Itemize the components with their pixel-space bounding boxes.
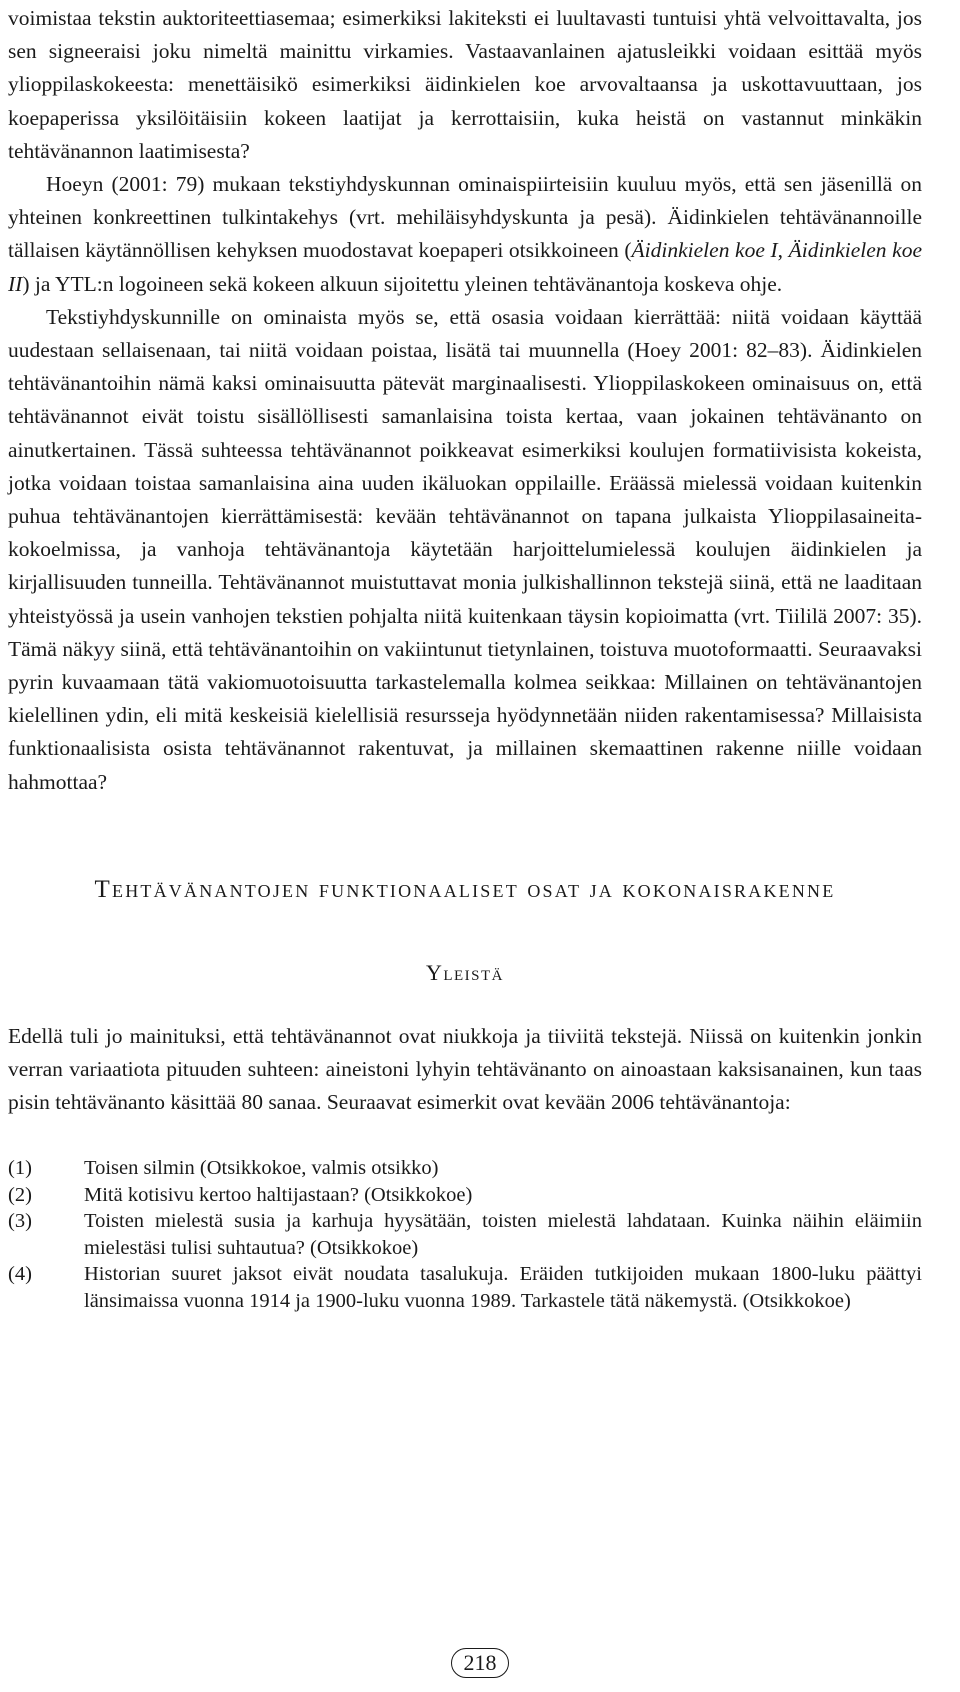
section-heading: Tehtävänantojen funktionaaliset osat ja kokonaisrakenne [94,875,836,903]
paragraph-2-text: Hoeyn (2001: 79) mukaan tekstiyhdyskunnan ominaispiirteisiin kuuluu myös, että sen jäsenillä on yhteinen konkreettinen tulkintakehys (vrt. mehiläisyhdyskunta ja pesä). Äidinkielen tehtävänannoille tällaisen käytännöllisen kehyksen muodostavat koepaperi otsikkoineen ( [8,172,922,263]
example-item [8,1155,922,1182]
subsection-heading: Yleistä [425,959,505,985]
example-number: (4) [8,1263,32,1286]
paragraph-2-tail: ) ja YTL:n logoineen sekä kokeen alkuun sijoitettu yleinen tehtävänantoja koskeva ohje. [22,271,783,296]
example-number: (2) [8,1183,32,1206]
page-footer [0,1648,960,1678]
paragraph-2 [8,168,922,301]
paragraph-3: Tekstiyhdyskunnille on ominaista myös se, että osasia voidaan kierrättää: niitä voidaan käyttää uudestaan sellaisenaan, tai niitä voidaan poistaa, lisätä tai muunnella (Hoey 2001: 82–83). Äidinkielen tehtävänantoihin nämä kaksi ominaisuutta pätevät marginaalisesti. Ylioppilaskokeen ominaisuus on, että tehtävänannot eivät toistu sisällöllisesti samanlaisina toista kertaa, vaan jokainen tehtävänanto on ainutkertainen. Tässä suhteessa tehtävänannot poikkeavat esimerkiksi koulujen formatiivisista kokeista, jotka voidaan toistaa samanlaisina aina uuden ikäluokan oppilaille. Eräässä mielessä voidaan kuitenkin puhua tehtävänantojen kierrättämisestä: kevään tehtävänannot on tapana julkaista Ylioppilasaineita-kokoelmissa, ja vanhoja tehtävänantoja käytetään harjoittelumielessä koulujen äidinkielen ja kirjallisuuden tunneilla. Tehtävänannot muistuttavat monia julkishallinnon tekstejä siinä, että ne laaditaan yhteistyössä ja usein vanhojen tekstien pohjalta niitä kuitenkaan täysin kopioimatta (vrt. Tiililä 2007: 35). Tämä näkyy siinä, että tehtävänantoihin on vakiintunut tietynlainen, toistuva muotoformaatti. Seuraavaksi pyrin kuvaamaan tätä vakiomuotoisuutta tarkastelemalla kolmea seikkaa: Millainen on tehtävänantojen kielellinen ydin, eli mitä keskeisiä kielellisiä resursseja hyödynnetään niiden rakentamisessa? Millaisista funktionaalisista osista tehtävänannot rakentuvat, ja millainen skemaattinen rakenne niille voidaan hahmottaa? [8,304,922,794]
example-item [8,1182,922,1209]
examples-list [8,1155,922,1314]
example-number: (1) [8,1157,32,1180]
example-item [8,1261,922,1314]
example-number: (3) [8,1210,32,1233]
example-text: Toisten mielestä susia ja karhuja hyysätään, toisten mielestä lahdataan. Kuinka näihin eläimiin mielestäsi tulisi suhtautua? (Otsikkokoe) [84,1210,922,1259]
paragraph-1: voimistaa tekstin auktoriteettiasemaa; esimerkiksi lakiteksti ei luultavasti tuntuisi yhtä velvoittavalta, jos sen signeeraisi joku nimeltä mainittu virkamies. Vastaavanlainen ajatusleikki voidaan esittää myös ylioppilaskokeesta: menettäisikö esimerkiksi äidinkielen koe arvovaltaansa ja uskottavuuttaan, jos koepaperissa yksilöitäisiin kokeen laatijat ja kerrottaisiin, kuka heistä on vastannut minkäkin tehtävänannon laatimisesta? [8,6,922,163]
page-number: 218 [451,1648,509,1678]
paragraph-2-italic-2: Äidinkielen koe II [8,238,923,296]
body-text-bottom [8,1020,922,1120]
example-text: Historian suuret jaksot eivät noudata tasalukuja. Eräiden tutkijoiden mukaan 1800-luku päättyi länsimaissa vuonna 1914 ja 1900-luku vuonna 1989. Tarkastele tätä näkemystä. (Otsikkokoe) [84,1263,922,1312]
paragraph-2-sep: , [777,238,789,263]
example-text: Toisen silmin (Otsikkokoe, valmis otsikko) [84,1157,439,1180]
paragraph-2-italic-1: Äidinkielen koe I [631,238,778,263]
example-item [8,1208,922,1261]
paragraph-4: Edellä tuli jo mainituksi, että tehtävänannot ovat niukkoja ja tiiviitä tekstejä. Niissä on kuitenkin jonkin verran variaatiota pituuden suhteen: aineistoni lyhyin tehtävänanto on ainoastaan kaksisanainen, kun taas pisin tehtävänanto käsittää 80 sanaa. Seuraavat esimerkit ovat kevään 2006 tehtävänantoja: [8,1023,922,1115]
example-text: Mitä kotisivu kertoo haltijastaan? (Otsikkokoe) [84,1183,473,1206]
body-text-top [8,0,922,799]
